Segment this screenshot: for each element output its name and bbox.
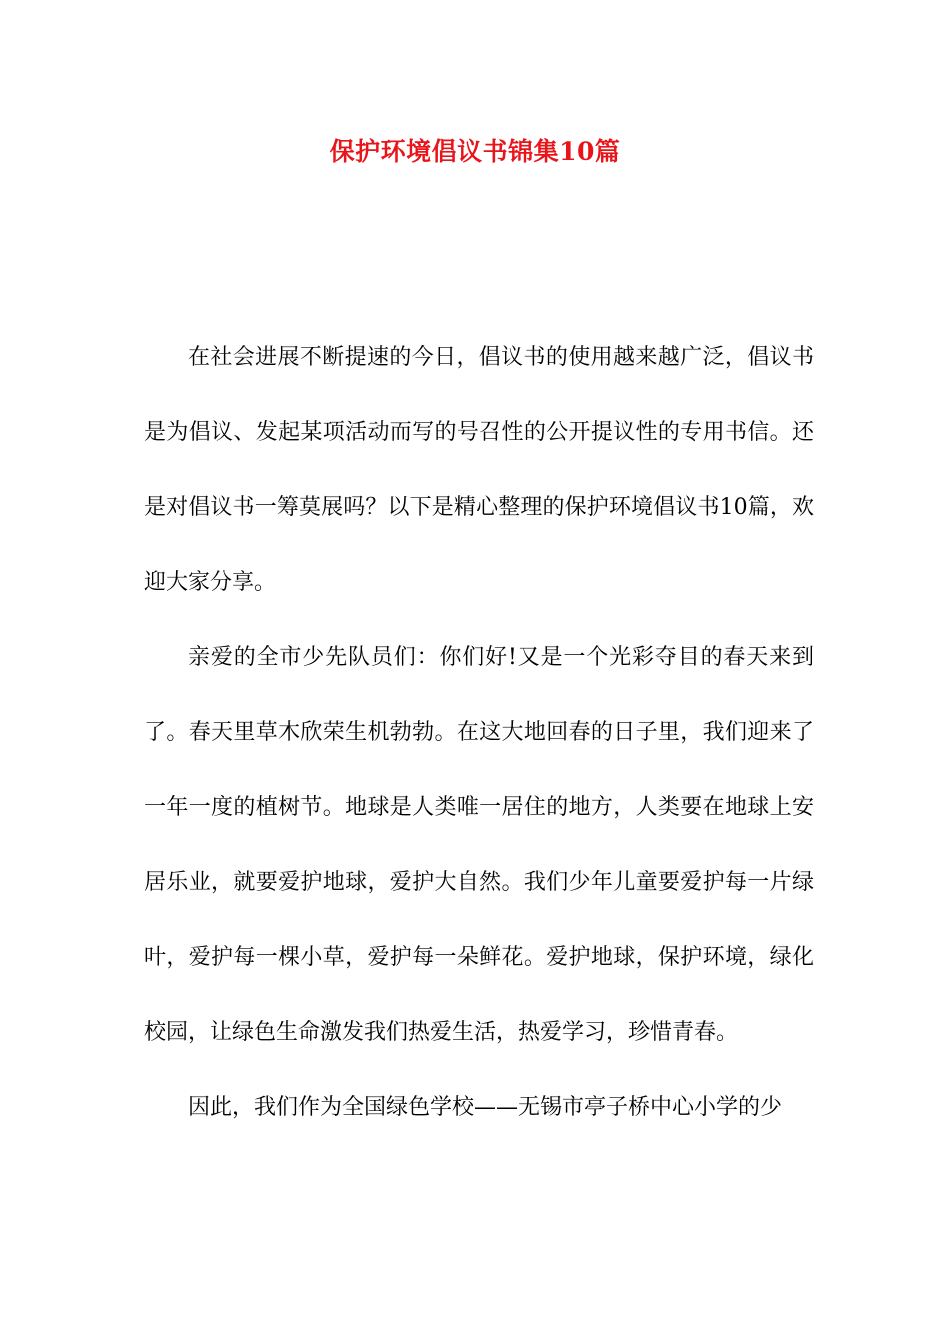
document-body [144, 320, 814, 1145]
paragraph-intro: 在社会进展不断提速的今日，倡议书的使用越来越广泛，倡议书是为倡议、发起某项活动而写的号召性的公开提议性的专用书信。还是对倡议书一筹莫展吗？以下是精心整理的保护环境倡议书10篇，欢迎大家分享。 [144, 345, 814, 595]
paragraph-therefore: 因此，我们作为全国绿色学校——无锡市亭子桥中心小学的少 [188, 1095, 783, 1120]
paragraph-greeting: 亲爱的全市少先队员们：你们好!又是一个光彩夺目的春天来到了。春天里草木欣荣生机勃勃。在这大地回春的日子里，我们迎来了一年一度的植树节。地球是人类唯一居住的地方，人类要在地球上安居乐业，就要爱护地球，爱护大自然。我们少年儿童要爱护每一片绿叶，爱护每一棵小草，爱护每一朵鲜花。爱护地球，保护环境，绿化校园，让绿色生命激发我们热爱生活，热爱学习，珍惜青春。 [144, 645, 814, 1045]
document-title: 保护环境倡议书锦集10篇 [329, 137, 621, 166]
